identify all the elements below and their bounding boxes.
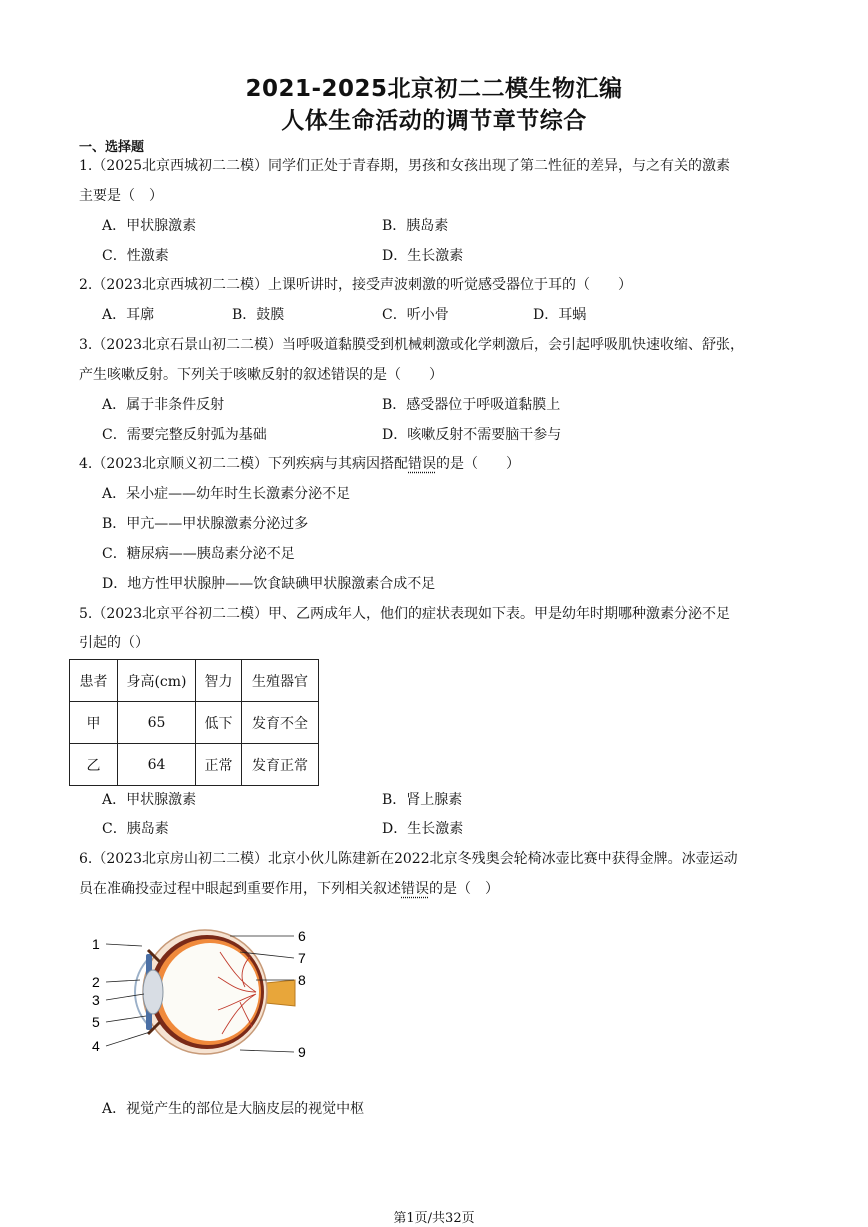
figure-label: 6	[298, 928, 306, 944]
question-6-stem-end: 的是（ ）	[429, 881, 499, 897]
question-1-text-cont: 主要是（ ）	[79, 188, 163, 204]
table-header-cell: 患者	[70, 660, 118, 702]
figure-label: 5	[92, 1014, 100, 1030]
table-cell: 甲	[70, 702, 118, 744]
q2-option-d: D．耳蜗	[533, 307, 587, 323]
table-row	[70, 702, 319, 744]
vitreous-body	[161, 943, 259, 1041]
table-row	[70, 744, 319, 786]
question-1-text: 1.（2025北京西城初二二模）同学们正处于青春期，男孩和女孩出现了第二性征的差异，与之有关的激素	[79, 158, 730, 174]
table-header-cell: 生殖器官	[242, 660, 319, 702]
question-3-text-cont: 产生咳嗽反射。下列关于咳嗽反射的叙述错误的是（ ）	[79, 367, 443, 383]
q3-option-c: C．需要完整反射弧为基础	[102, 427, 267, 443]
q2-option-b: B．鼓膜	[232, 307, 285, 323]
emphasis-word: 错误	[401, 881, 429, 897]
q4-option-a: A．呆小症——幼年时生长激素分泌不足	[102, 486, 351, 502]
q4-option-c: C．糖尿病——胰岛素分泌不足	[102, 546, 295, 562]
q1-option-b: B．胰岛素	[382, 218, 449, 234]
figure-label: 1	[92, 936, 100, 952]
q5-option-b: B．肾上腺素	[382, 792, 463, 808]
question-2-text: 2.（2023北京西城初二二模）上课听讲时，接受声波刺激的听觉感受器位于耳的（ ）	[79, 277, 632, 293]
question-6-text: 6.（2023北京房山初二二模）北京小伙儿陈建新在2022北京冬残奥会轮椅冰壶比赛中获得金牌。冰壶运动	[79, 851, 738, 867]
q3-option-b: B．感受器位于呼吸道黏膜上	[382, 397, 561, 413]
question-5-text: 5.（2023北京平谷初二二模）甲、乙两成年人，他们的症状表现如下表。甲是幼年时期哪种激素分泌不足	[79, 606, 730, 622]
figure-label: 3	[92, 992, 100, 1008]
q5-option-c: C．胰岛素	[102, 821, 169, 837]
q2-option-c: C．听小骨	[382, 307, 449, 323]
question-6-text-cont	[79, 878, 499, 898]
question-4-text	[79, 453, 520, 473]
table-header-cell: 身高(cm)	[118, 660, 196, 702]
figure-label: 7	[298, 950, 306, 966]
table-cell: 正常	[196, 744, 242, 786]
q4-option-b: B．甲亢——甲状腺激素分泌过多	[102, 516, 309, 532]
q5-option-a: A．甲状腺激素	[102, 792, 197, 808]
emphasis-word: 错误	[408, 456, 436, 472]
page-subtitle: 人体生命活动的调节章节综合	[281, 108, 587, 134]
table-cell: 发育正常	[242, 744, 319, 786]
section-heading: 一、选择题	[79, 140, 145, 155]
figure-label: 9	[298, 1044, 306, 1060]
q2-option-a: A．耳廓	[102, 307, 155, 323]
q3-option-a: A．属于非条件反射	[102, 397, 225, 413]
question-4-stem: 4.（2023北京顺义初二二模）下列疾病与其病因搭配	[79, 456, 408, 472]
table-cell: 乙	[70, 744, 118, 786]
eyeball-diagram	[80, 922, 320, 1072]
symptom-table	[69, 659, 319, 786]
page-number: 第1页/共32页	[393, 1211, 475, 1226]
figure-label: 4	[92, 1038, 100, 1054]
q3-option-d: D．咳嗽反射不需要脑干参与	[382, 427, 562, 443]
question-3-text: 3.（2023北京石景山初二二模）当呼吸道黏膜受到机械刺激或化学刺激后，会引起呼吸肌快速收缩、舒张，	[79, 337, 744, 353]
table-cell: 发育不全	[242, 702, 319, 744]
page-title: 2021-2025北京初二二模生物汇编	[245, 76, 623, 102]
table-header-cell: 智力	[196, 660, 242, 702]
question-6-stem: 员在准确投壶过程中眼起到重要作用，下列相关叙述	[79, 881, 401, 897]
q4-option-d: D．地方性甲状腺肿——饮食缺碘甲状腺激素合成不足	[102, 576, 436, 592]
question-4-stem-end: 的是（ ）	[436, 456, 520, 472]
figure-label: 2	[92, 974, 100, 990]
table-header-row	[70, 660, 319, 702]
q6-option-a: A．视觉产生的部位是大脑皮层的视觉中枢	[102, 1101, 365, 1117]
q1-option-c: C．性激素	[102, 248, 169, 264]
question-5-text-cont: 引起的（）	[79, 635, 149, 651]
table-cell: 64	[118, 744, 196, 786]
table-cell: 65	[118, 702, 196, 744]
q1-option-d: D．生长激素	[382, 248, 464, 264]
table-cell: 低下	[196, 702, 242, 744]
figure-label: 8	[298, 972, 306, 988]
lens	[143, 970, 163, 1014]
q5-option-d: D．生长激素	[382, 821, 464, 837]
q1-option-a: A．甲状腺激素	[102, 218, 197, 234]
